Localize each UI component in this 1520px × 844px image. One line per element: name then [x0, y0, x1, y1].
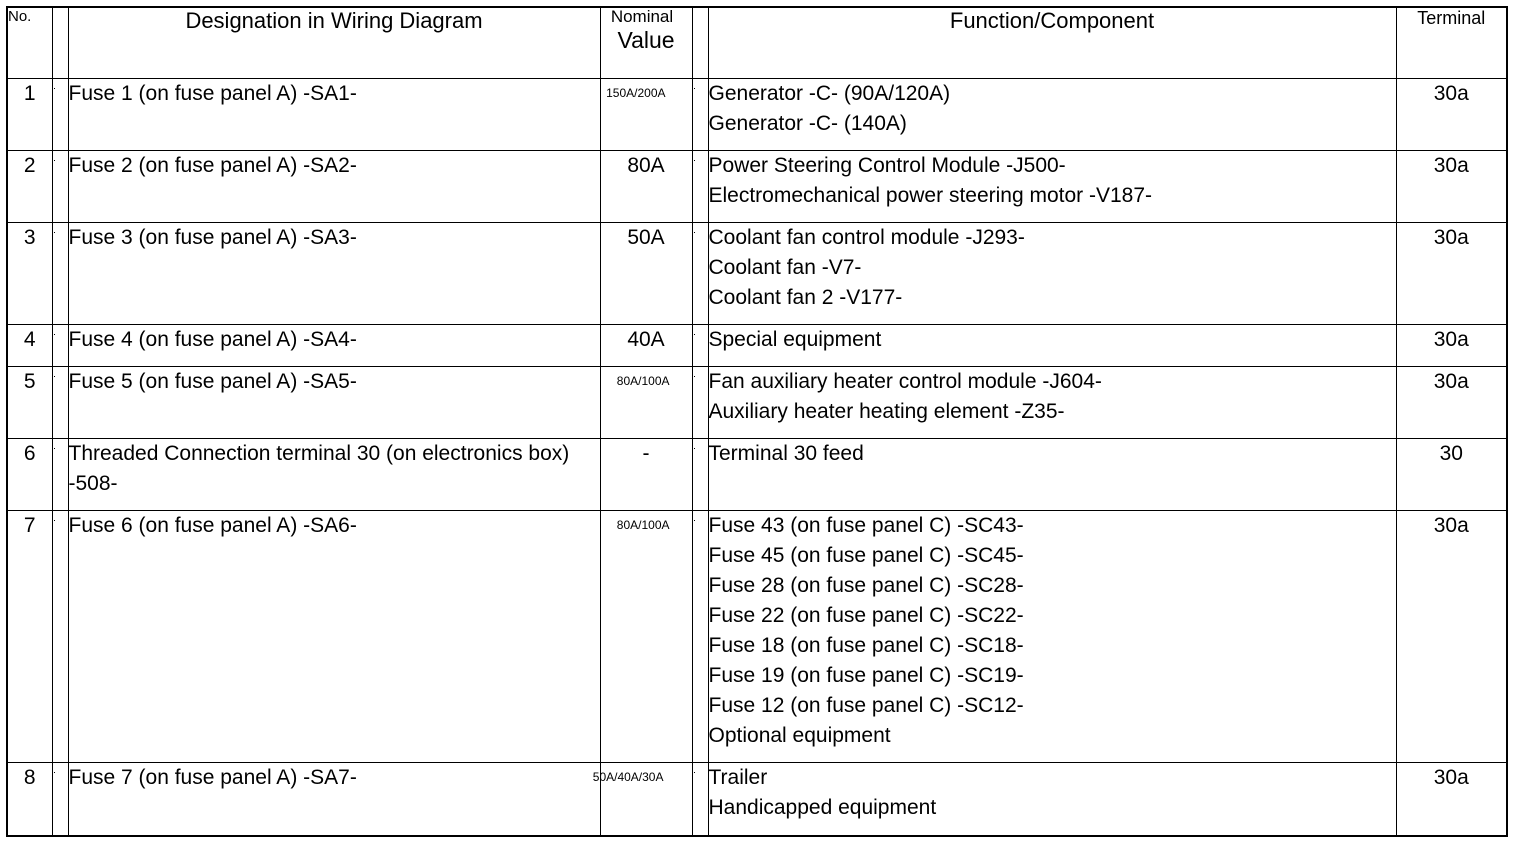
row-nominal-value: [592, 763, 692, 836]
row-designation: Fuse 3 (on fuse panel A) -SA3-: [68, 222, 600, 324]
row-spacer: [692, 366, 708, 438]
header-no: No.: [7, 7, 52, 78]
row-spacer: [692, 324, 708, 366]
row-designation: Fuse 7 (on fuse panel A) -SA7-: [68, 763, 600, 836]
row-spacer: [52, 763, 68, 836]
header-nominal-label: Nominal: [610, 7, 674, 26]
nominal-value-small-text: 150A/200A: [606, 85, 666, 100]
row-terminal: 30: [1396, 438, 1507, 510]
row-designation: Fuse 4 (on fuse panel A) -SA4-: [68, 324, 600, 366]
nominal-value-small-text: 80A/100A: [616, 373, 670, 388]
row-designation: Threaded Connection terminal 30 (on electronics box) -508-: [68, 438, 600, 510]
function-line: Electromechanical power steering motor -V187-: [708, 183, 1153, 207]
function-line: Fuse 28 (on fuse panel C) -SC28-: [708, 574, 1024, 598]
fuse-table: [6, 6, 1508, 837]
function-line: Generator -C- (90A/120A): [708, 81, 951, 105]
row-number: 2: [7, 150, 52, 222]
nominal-value-small-text: 50A/40A/30A: [592, 770, 664, 785]
header-nominal-value: [600, 7, 692, 78]
nominal-value-text: 50A: [627, 225, 665, 249]
header-row: [7, 7, 1507, 78]
function-line: Fuse 43 (on fuse panel C) -SC43-: [708, 514, 1024, 538]
header-value-label: Value: [617, 27, 675, 53]
nominal-value-text: 40A: [627, 327, 665, 351]
row-function-component: [708, 438, 1396, 510]
table-row: [7, 78, 1507, 150]
nominal-value-small-text: 80A/100A: [616, 518, 670, 533]
row-spacer: [692, 150, 708, 222]
row-spacer: [692, 78, 708, 150]
row-number: 8: [7, 763, 52, 836]
row-nominal-value: [600, 511, 692, 763]
row-spacer: [52, 324, 68, 366]
row-designation: Fuse 5 (on fuse panel A) -SA5-: [68, 366, 600, 438]
function-line: Coolant fan control module -J293-: [708, 225, 1025, 249]
row-function-component: [708, 763, 1396, 836]
function-line: Fuse 22 (on fuse panel C) -SC22-: [708, 604, 1024, 628]
header-spacer: [692, 7, 708, 78]
row-spacer: [52, 78, 68, 150]
function-line: Fuse 18 (on fuse panel C) -SC18-: [708, 634, 1024, 658]
header-function-component: Function/Component: [708, 7, 1396, 78]
row-spacer: [692, 511, 708, 763]
row-spacer: [52, 438, 68, 510]
row-nominal-value: [600, 78, 692, 150]
header-terminal: Terminal: [1396, 7, 1507, 78]
row-nominal-value: [600, 324, 692, 366]
row-terminal: 30a: [1396, 150, 1507, 222]
row-terminal: 30a: [1396, 324, 1507, 366]
function-line: Trailer: [708, 766, 768, 790]
row-spacer: [692, 763, 708, 836]
row-function-component: [708, 150, 1396, 222]
nominal-value-text: 80A: [627, 153, 665, 177]
row-nominal-value: [600, 222, 692, 324]
function-line: Handicapped equipment: [708, 796, 937, 820]
table-row: [7, 222, 1507, 324]
row-spacer: [692, 222, 708, 324]
row-number: 1: [7, 78, 52, 150]
row-terminal: 30a: [1396, 366, 1507, 438]
function-line: Fan auxiliary heater control module -J604-: [708, 369, 1102, 393]
row-function-component: [708, 78, 1396, 150]
function-line: Auxiliary heater heating element -Z35-: [708, 399, 1065, 423]
row-terminal: 30a: [1396, 222, 1507, 324]
row-function-component: [708, 511, 1396, 763]
row-spacer: [52, 150, 68, 222]
row-designation: Fuse 1 (on fuse panel A) -SA1-: [68, 78, 600, 150]
table-row: [7, 763, 1507, 836]
row-number: 4: [7, 324, 52, 366]
function-line: Optional equipment: [708, 724, 891, 748]
row-designation: Fuse 2 (on fuse panel A) -SA2-: [68, 150, 600, 222]
row-number: 5: [7, 366, 52, 438]
row-function-component: [708, 366, 1396, 438]
function-line: Terminal 30 feed: [708, 441, 864, 465]
row-function-component: [708, 324, 1396, 366]
function-line: Coolant fan -V7-: [708, 255, 862, 279]
row-spacer: [52, 222, 68, 324]
table-row: [7, 324, 1507, 366]
nominal-value-text: -: [642, 441, 650, 465]
header-spacer: [52, 7, 68, 78]
row-nominal-value: [600, 366, 692, 438]
row-terminal: 30a: [1396, 511, 1507, 763]
row-number: 3: [7, 222, 52, 324]
function-line: Fuse 12 (on fuse panel C) -SC12-: [708, 694, 1024, 718]
header-designation: Designation in Wiring Diagram: [68, 7, 600, 78]
row-spacer: [52, 366, 68, 438]
table-row: [7, 150, 1507, 222]
table-row: [7, 366, 1507, 438]
row-function-component: [708, 222, 1396, 324]
row-nominal-value: [600, 150, 692, 222]
row-number: 7: [7, 511, 52, 763]
function-line: Special equipment: [708, 327, 882, 351]
function-line: Coolant fan 2 -V177-: [708, 285, 903, 309]
function-line: Fuse 19 (on fuse panel C) -SC19-: [708, 664, 1024, 688]
row-number: 6: [7, 438, 52, 510]
function-line: Generator -C- (140A): [708, 111, 907, 135]
fuse-rows: [7, 78, 1507, 836]
row-spacer: [52, 511, 68, 763]
row-designation: Fuse 6 (on fuse panel A) -SA6-: [68, 511, 600, 763]
function-line: Power Steering Control Module -J500-: [708, 153, 1066, 177]
row-terminal: 30a: [1396, 78, 1507, 150]
function-line: Fuse 45 (on fuse panel C) -SC45-: [708, 544, 1024, 568]
row-terminal: 30a: [1396, 763, 1507, 836]
table-row: [7, 438, 1507, 510]
row-nominal-value: [600, 438, 692, 510]
table-row: [7, 511, 1507, 763]
row-spacer: [692, 438, 708, 510]
